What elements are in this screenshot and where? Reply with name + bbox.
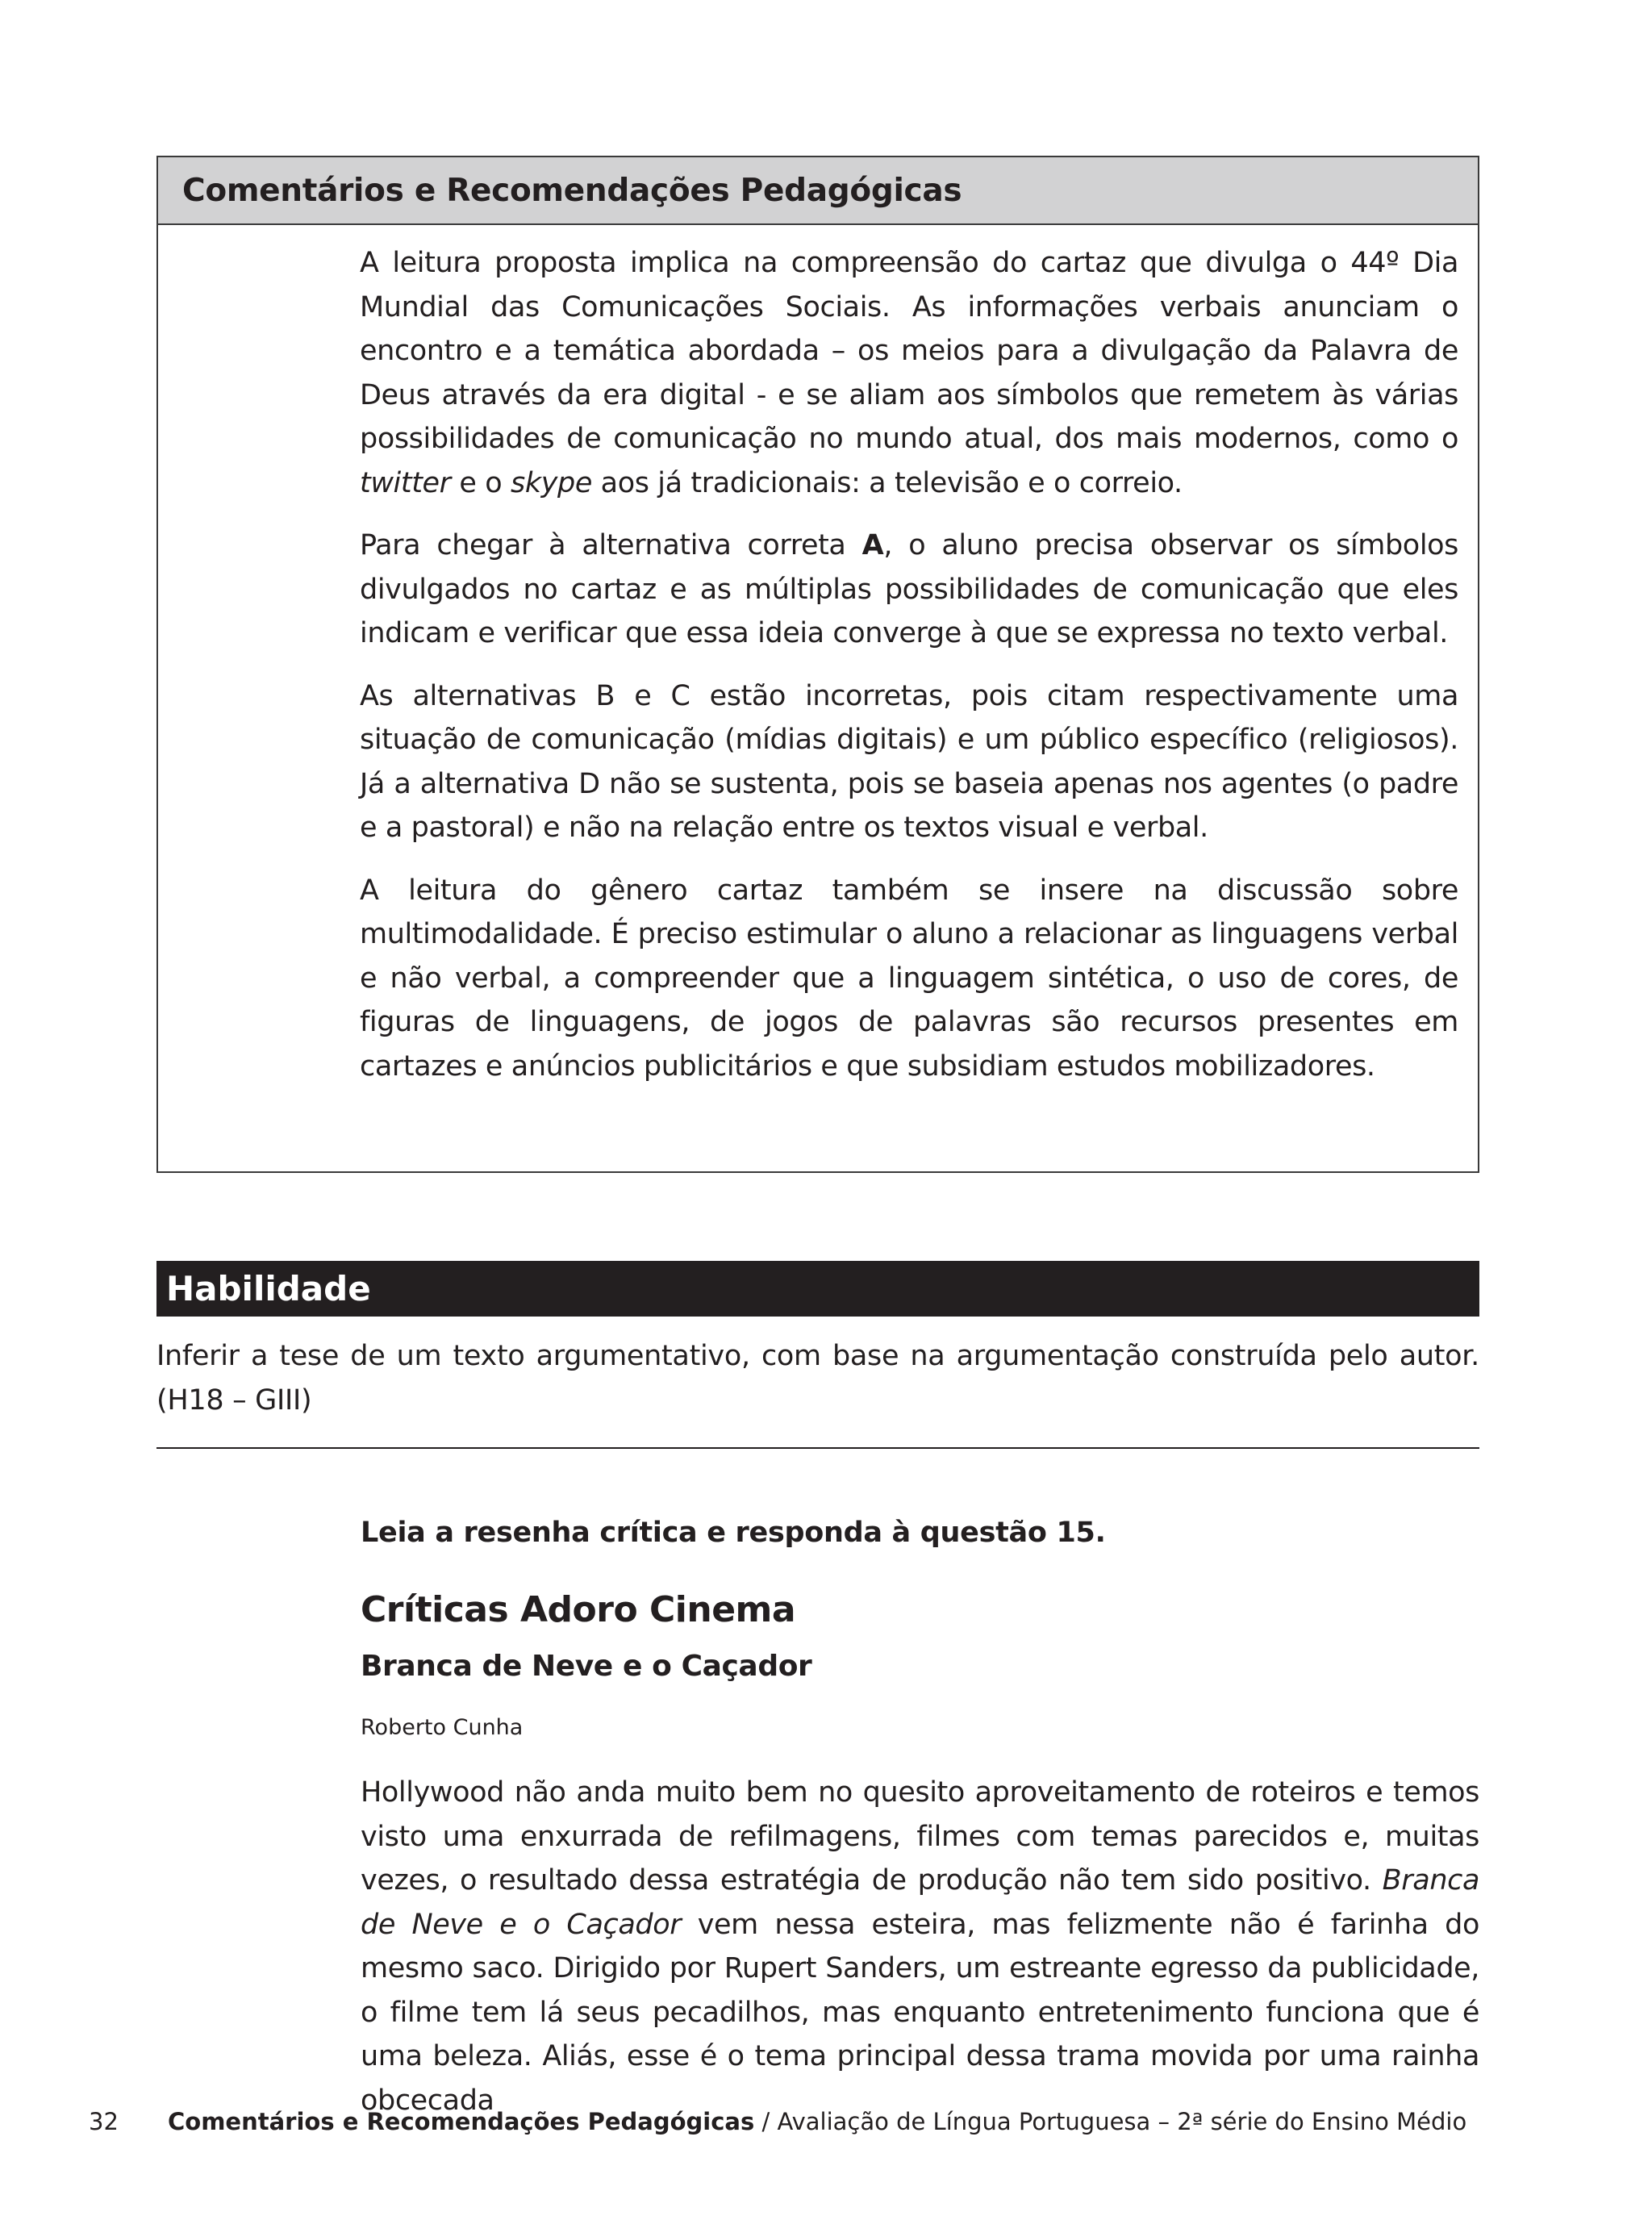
p2-bold-answer: A [861,529,884,561]
footer-section: Comentários e Recomendações Pedagógicas [168,2108,755,2135]
comments-paragraph-1 [360,241,1458,505]
skill-text-line-2: (H18 – GIII) [156,1384,312,1417]
comments-box [156,156,1479,1173]
footer-rest: / Avaliação de Língua Portuguesa – 2ª série do Ensino Médio [754,2108,1467,2135]
p2-text-a: Para chegar à alternativa correta [360,529,862,561]
p1-text-b: e o [450,466,511,499]
comments-paragraph-4: A leitura do gênero cartaz também se insere na discussão sobre multimodalidade. É preciso estimular o aluno a relacionar as linguagens verbal e não verbal, a compreender que a linguagem sintética, o uso de cores, de figuras de linguagens, de jogos de palavras são recursos presentes em cartazes e anúncios publicitários e que subsidiam estudos mobilizadores. [360,874,1458,1083]
review-body [361,1771,1479,2122]
review-subtitle: Branca de Neve e o Caçador [361,1650,812,1683]
review-title: Críticas Adoro Cinema [361,1589,796,1630]
review-text-b: vem nessa esteira, mas felizmente não é farinha do mesmo saco. Dirigido por Rupert Sanders, um estreante egresso da publicidade, o filme tem lá seus pecadilhos, mas enquanto entretenimento funciona que é uma beleza. Aliás, esse é o tema principal dessa trama movida por uma rainha obcecada [361,1908,1479,2117]
comments-body [360,241,1458,1107]
comments-paragraph-3: As alternativas B e C estão incorretas, pois citam respectivamente uma situação de comunicação (mídias digitais) e um público específico (religiosos). Já a alternativa D não se sustenta, pois se baseia apenas nos agentes (o padre e a pastoral) e não na relação entre os textos visual e verbal. [360,679,1458,844]
page-number: 32 [89,2108,119,2135]
skill-text-line-1: Inferir a tese de um texto argumentativo, com base na argumentação construída pelo autor. [156,1340,1479,1372]
comments-header: Comentários e Recomendações Pedagógicas [158,157,1478,225]
p1-text-a: A leitura proposta implica na compreensão do cartaz que divulga o 44º Dia Mundial das Comunicações Sociais. As informações verbais anunciam o encontro e a temática abordada – os meios para a divulgação da Palavra de Deus através da era digital - e se aliam aos símbolos que remetem às várias possibilidades de comunicação no mundo atual, dos mais modernos, como o [360,247,1458,455]
p1-italic-twitter: twitter [360,466,451,499]
comments-paragraph-2 [360,524,1458,656]
review-author: Roberto Cunha [361,1715,524,1740]
skill-header: Habilidade [156,1261,1479,1317]
p1-text-c: aos já tradicionais: a televisão e o correio. [591,466,1183,499]
skill-divider [156,1447,1479,1449]
p1-italic-skype: skype [510,466,592,499]
skill-description [156,1334,1479,1423]
reading-instruction: Leia a resenha crítica e responda à questão 15. [361,1517,1106,1549]
review-film-title-italic: Branca de Neve e o Caçador [361,1864,1479,1941]
p2-text-b: , o aluno precisa observar os símbolos divulgados no cartaz e as múltiplas possibilidades de comunicação que eles indicam e verificar que essa ideia converge à que se expressa no texto verbal. [360,529,1458,649]
review-text-a: Hollywood não anda muito bem no quesito aproveitamento de roteiros e temos visto uma enxurrada de refilmagens, filmes com temas parecidos e, muitas vezes, o resultado dessa estratégia de produção não tem sido positivo. [361,1776,1479,1897]
page-footer [89,2108,1466,2135]
